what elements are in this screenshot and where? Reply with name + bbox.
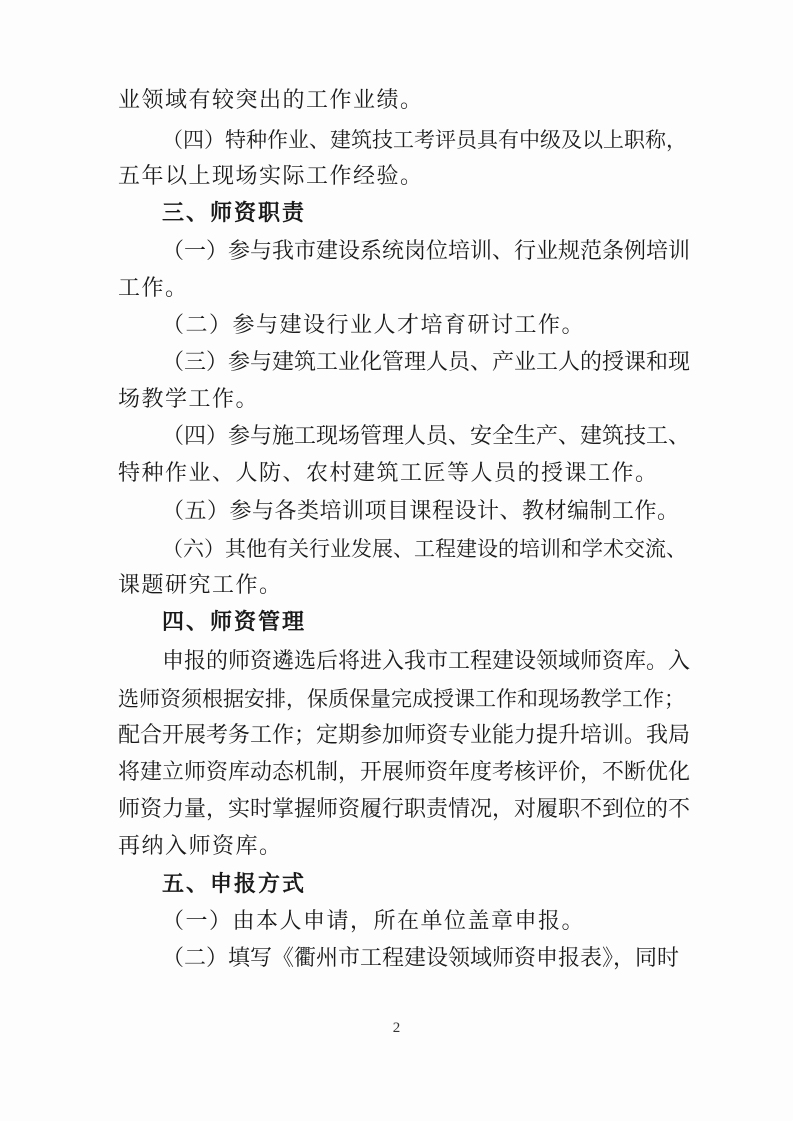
page-number: 2 (392, 1020, 401, 1036)
paragraph-line: 配合开展考务工作；定期参加师资专业能力提升培训。我局 (118, 723, 691, 748)
paragraph-line: 五年以上现场实际工作经验。 (118, 164, 424, 189)
paragraph-line: 场教学工作。 (118, 387, 260, 412)
paragraph-line: （四）特种作业、建筑技工考评员具有中级及以上职称， (162, 128, 687, 152)
paragraph-line: 师资力量，实时掌握师资履行职责情况，对履职不到位的不 (118, 797, 691, 822)
paragraph-line: （六）其他有关行业发展、工程建设的培训和学术交流、 (162, 537, 687, 561)
section-heading: 三、师资职责 (162, 201, 307, 226)
paragraph-line: 选师资须根据安排，保质保量完成授课工作和现场教学工作； (118, 687, 685, 711)
paragraph-line: 工作。 (118, 276, 189, 301)
paragraph-line: （一）参与我市建设系统岗位培训、行业规范条例培训 (162, 239, 691, 264)
paragraph-line: （二）填写《衢州市工程建设领域师资申报表》，同时 (162, 946, 680, 971)
paragraph-line: 特种作业、人防、农村建筑工匠等人员的授课工作。 (118, 461, 659, 486)
paragraph-line: 再纳入师资库。 (118, 834, 283, 859)
paragraph-line: 申报的师资遴选后将进入我市工程建设领域师资库。入 (162, 649, 691, 674)
section-heading: 四、师资管理 (162, 610, 307, 635)
section-heading: 五、申报方式 (162, 872, 307, 897)
paragraph-line: （二）参与建设行业人才培育研讨工作。 (162, 313, 586, 338)
paragraph-line: （五）参与各类培训项目课程设计、教材编制工作。 (162, 499, 680, 524)
paragraph-line: （三）参与建筑工业化管理人员、产业工人的授课和现 (162, 350, 691, 375)
paragraph-line: 业领域有较突出的工作业绩。 (118, 88, 424, 113)
paragraph-line: （一）由本人申请，所在单位盖章申报。 (162, 909, 586, 934)
paragraph-line: 将建立师资库动态机制，开展师资年度考核评价，不断优化 (118, 760, 691, 785)
paragraph-line: （四）参与施工现场管理人员、安全生产、建筑技工、 (162, 424, 691, 449)
paragraph-line: 课题研究工作。 (118, 573, 283, 598)
